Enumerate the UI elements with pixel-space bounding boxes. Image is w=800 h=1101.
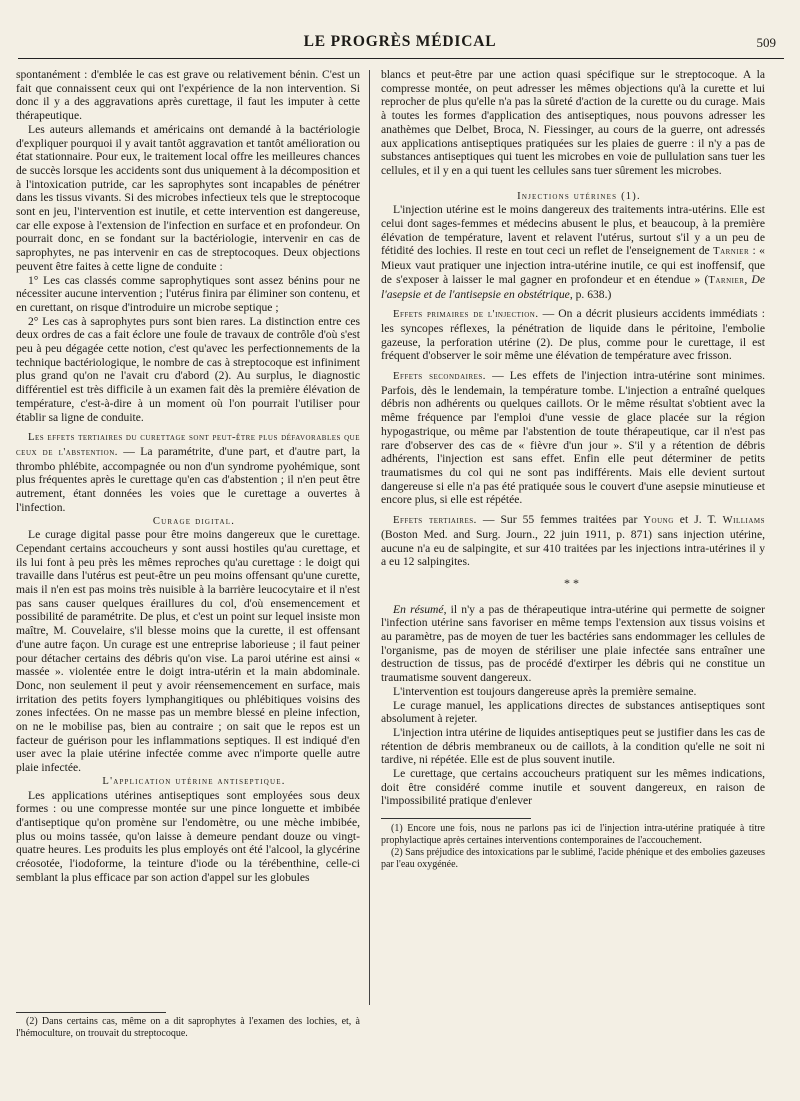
paragraph: L'injection utérine est le moins dangereux des traitements intra-utérins. Elle est celui dont sages-femmes et médecins abusent le plus, et beaucoup, à la première élévation de température, lavent et relavent l'utérus, surtout s'il y a un peu de fétidité des lochies. Il reste en tout ceci un reflet de l'enseignement de Tarnier : « Mieux vaut pratiquer une injection intra-utérine inutile, ce qui est inoffensif, que de s'exposer à laisser le mal gagner en profondeur et en étendue » (Tarnier, De l'asepsie et de l'antisepsie en obstétrique, p. 638.) — [381, 203, 765, 301]
citation-title: , De l'asepsie et de l'antisepsie en obstétrique — [381, 272, 765, 301]
run-in-heading: Effets primaires de l'injection. — [393, 309, 539, 321]
run-in-heading: Les effets tertiaires du curettage sont peut-être plus défavorables que ceux de l'abstention. — [16, 432, 360, 458]
paragraph: 1° Les cas classés comme saprophytiques sont assez bénins pour ne nécessiter aucune intervention ; l'utérus finira par éliminer son contenu, et en curettant, on risque d'introduire un microbe septique ; — [16, 273, 360, 314]
paragraph-effets-tertiaires: Effets tertiaires. — Sur 55 femmes traitées par Young et J. T. Williams (Boston Med. and Surg. Journ., 22 juin 1911, p. 871) sans injection utérine, aucune n'a eu de salpingite, et sur 410 traitées par les injections intra-utérines il y a eu 12 salpingites. — [381, 513, 766, 569]
paragraph: Les auteurs allemands et américains ont demandé à la bactériologie d'expliquer pourquoi il y avait tantôt aggravation et tantôt amélioration ou état stationnaire. Pour eux, le traitement local offre les meilleures chances de succès lorsque les accidents sont dus uniquement à la décomposition et à l'intoxication putride, car les saprophytes sont incapables de pénétrer dans les tissus vivants. Si des microbes infectieux tels que le streptocoque sont en jeu, l'intervention est inutile, et cette intervention est dangereuse, car elle expose à l'extension de l'infection en surface et en profondeur. On pourrait donc, en se fondant sur la bactériologie, intervenir en cas de saprophytes, ne pas intervenir en cas de streptocoques. Deux objections peuvent être faites à cette ligne de conduite : — [16, 122, 360, 273]
author-name: Young — [643, 515, 674, 527]
paragraph-text: — La paramétrite, d'une part, et d'autre part, la thrombo phlébite, accompagnée ou non d'un syndrome pyohémique, sont plus fréquentes après le curettage qu'en cas d'abstention ; il n'en peut être autrement, étant données les voies que le curettage a ouvertes à l'infection. — [16, 444, 360, 514]
footnote: (2) Dans certains cas, même on a dit saprophytes à l'examen des lochies, et, à l'hémoculture, on trouvait du streptocoque. — [16, 1016, 360, 1039]
paragraph: L'intervention est toujours dangereuse après la première semaine. — [393, 684, 697, 698]
author-name: Tarnier — [713, 246, 750, 258]
right-column — [381, 68, 765, 871]
author-name: Tarnier — [708, 274, 745, 286]
paragraph-effets-secondaires: Effets secondaires. — Les effets de l'injection intra-utérine sont minimes. Parfois, dès le lendemain, la température tombe. L'injection a entraîné quelques débris non adhérents ou quelques caillots. Or le même résultat s'obtient avec la même fréquence par l'emploi d'une vessie de glace placée sur la région hypogastrique, ou même par l'abstention de toute thérapeutique, car il n'est pas rare d'observer des cas de « fièvre d'un jour ». S'il y a rétention de débris adhérents, l'injection est sans effet. Enfin elle peut déterminer de petits traumatismes du col qui ne sont pas indifférents. Mais elle devient surtout dangereuse si elle n'a pas été pratiquée sous le couvert d'une asepsie minutieuse et encore plus, si elle est répétée. — [381, 369, 765, 507]
left-footnotes — [16, 1012, 360, 1040]
section-heading-application-antiseptique: L'application utérine antiseptique. — [102, 775, 286, 787]
header-rule — [18, 58, 784, 59]
page-header — [20, 33, 780, 55]
footnote-rule — [381, 818, 531, 819]
right-footnotes — [381, 818, 765, 871]
paragraph: Le curage digital passe pour être moins dangereux que le curettage. Cependant certains accoucheurs y sont aussi hostiles qu'au curettage, et ils lui font à peu près les mêmes reproches qu'au curettage : le doigt qui travaille dans l'utérus est peut-être un peu moins offensant qu'une curette, mais il n'en est pas moins très nuisible à la barrière leucocytaire et il n'est pas sans causer quelques éraillures du col, d'où ensemencement et possibilité de paramétrite. De plus, et c'est un point sur lequel insiste mon maître, M. Couvelaire, s'il blesse moins que la curette, il est offensant d'une autre façon. Un curage est une entreprise laborieuse ; il faut peiner pour détacher certains des débris qu'on vise. La paroi utérine est ainsi « massée ». violentée entre le doigt intra-utérin et la main abdominale. Donc, non seulement il peut y avoir réensemencement en surface, mais irritation des petits foyers lymphangitiques ou phlébitiques voisins des zones infectées. On ne masse pas un membre blessé en pleine infection, on ne le mobilise pas, bien au contraire ; on sait que le repos est un facteur de guérison pour les inflammations septiques. Il est indiqué d'en user avec la plaie utérine infectée comme avec n'importe quelle autre plaie infectée. — [16, 528, 360, 775]
section-separator-stars: ** — [564, 575, 582, 590]
footnote: (1) Encore une fois, nous ne parlons pas ici de l'injection intra-utérine pratiquée à titre prophylactique après certaines interventions contemporaines de l'accouchement. — [381, 823, 765, 847]
paragraph: 2° Les cas à saprophytes purs sont bien rares. La distinction entre ces deux ordres de cas a fait éclore une foule de travaux de contrôle d'où s'est peu à peu dégagée cette notion, c'est qu'avec les perfectionnements de la technique bactériologique, le nombre de cas à streptocoque est infiniment plus grand qu'on ne l'avait cru d'abord (2). Au surplus, le diagnostic différentiel est très difficile à un examen fait dès la première élévation de température, c'est-à-dire à un moment où l'on pourrait l'utiliser pour établir sa ligne de conduite. — [16, 314, 360, 424]
journal-title: LE PROGRÈS MÉDICAL — [303, 33, 497, 50]
left-column — [16, 68, 360, 884]
run-in-heading: Effets secondaires. — [393, 371, 486, 383]
column-divider — [369, 70, 370, 1005]
paragraph-effets-tertiaires — [16, 430, 360, 514]
run-in-heading: Effets tertiaires. — [393, 515, 477, 527]
paragraph: Le curage manuel, les applications directes de substances antiseptiques sont absolument à rejeter. — [381, 698, 765, 726]
paragraph: blancs et peut-être par une action quasi spécifique sur le streptocoque. A la compresse montée, on peut adresser les mêmes objections qu'à la curette et lui reprocher de plus qu'elle n'a pas la sûreté d'action de la curette ou du curage. Mais à toutes les formes d'application des antiseptiques, nous pouvons adresser les anathèmes que Delbet, Broca, N. Fiessinger, au cours de la guerre, ont adressés aux applications antiseptiques pratiquées sur les plaies de guerre : il n'y a pas de substances antiseptiques qui tuent les microbes en voie de pullulation sans tuer les cellules, et il y en a qui tuent les cellules sans tuer sûrement les microbes. — [381, 68, 765, 177]
paragraph: L'injection intra utérine de liquides antiseptiques peut se justifier dans les cas de rétention de débris membraneux ou de caillots, à la condition qu'elle ne soit ni tardive, ni répétée. Elle est de plus souvent inutile. — [381, 725, 765, 767]
paragraph: Le curettage, que certains accoucheurs pratiquent sur les mêmes indications, doit être considéré comme inutile et souvent dangereux, en raison de l'impossibilité pratique d'enlever — [381, 767, 765, 808]
footnote-rule — [16, 1012, 166, 1013]
paragraph-resume: En résumé, il n'y a pas de thérapeutique intra-utérine qui permette de soigner l'infection utérine sans favoriser en même temps l'extension aux tissus voisins et au paramètre, pas de moyen de tuer les bactéries sans endommager les cellules de l'organisme, pas de moyen de stériliser une plaie infectée sans entraîner une destruction de tissus, pas de procédé d'extirper les débris qui ne constitue un traumatisme souvent dangereux. — [381, 602, 766, 685]
section-heading-curage-digital: Curage digital. — [152, 515, 236, 527]
paragraph: spontanément : d'emblée le cas est grave ou relativement bénin. C'est un fait que connaissent ceux qui ont l'expérience de la non intervention. Si donc il y a des aggravations après curettage, il faut les imputer à cette thérapeutique. — [16, 68, 360, 123]
section-heading-injections: Injections utérines (1). — [517, 190, 641, 202]
paragraph: Les applications utérines antiseptiques sont employées sous deux formes : ou une compresse montée sur une pince longuette et imbibée d'antiseptique qu'on promène sur l'endomètre, ou une mèche imbibée, plus ou moins tassée, qu'on laisse à demeure pendant douze ou vingt-quatre heures. Les produits les plus employés ont été l'alcool, la glycérine créosotée, l'iodoforme, la teinture d'iode ou la térébenthine, celle-ci semblant la plus efficace par son action d'appel sur les globules — [16, 788, 360, 884]
footnote: (2) Sans préjudice des intoxications par le sublimé, l'acide phénique et des embolies gazeuses par l'eau oxygénée. — [381, 847, 765, 871]
author-name: Williams — [722, 515, 766, 527]
page-number: 509 — [756, 35, 776, 50]
paragraph-effets-primaires: Effets primaires de l'injection. — On a décrit plusieurs accidents immédiats : les syncopes réflexes, la pénétration de liquide dans le péritoine, l'embolie gazeuse, la perforation utérine (2). De plus, comme pour le curettage, il est fréquent d'observer le soir même une élévation de température avec frisson. — [381, 307, 765, 363]
